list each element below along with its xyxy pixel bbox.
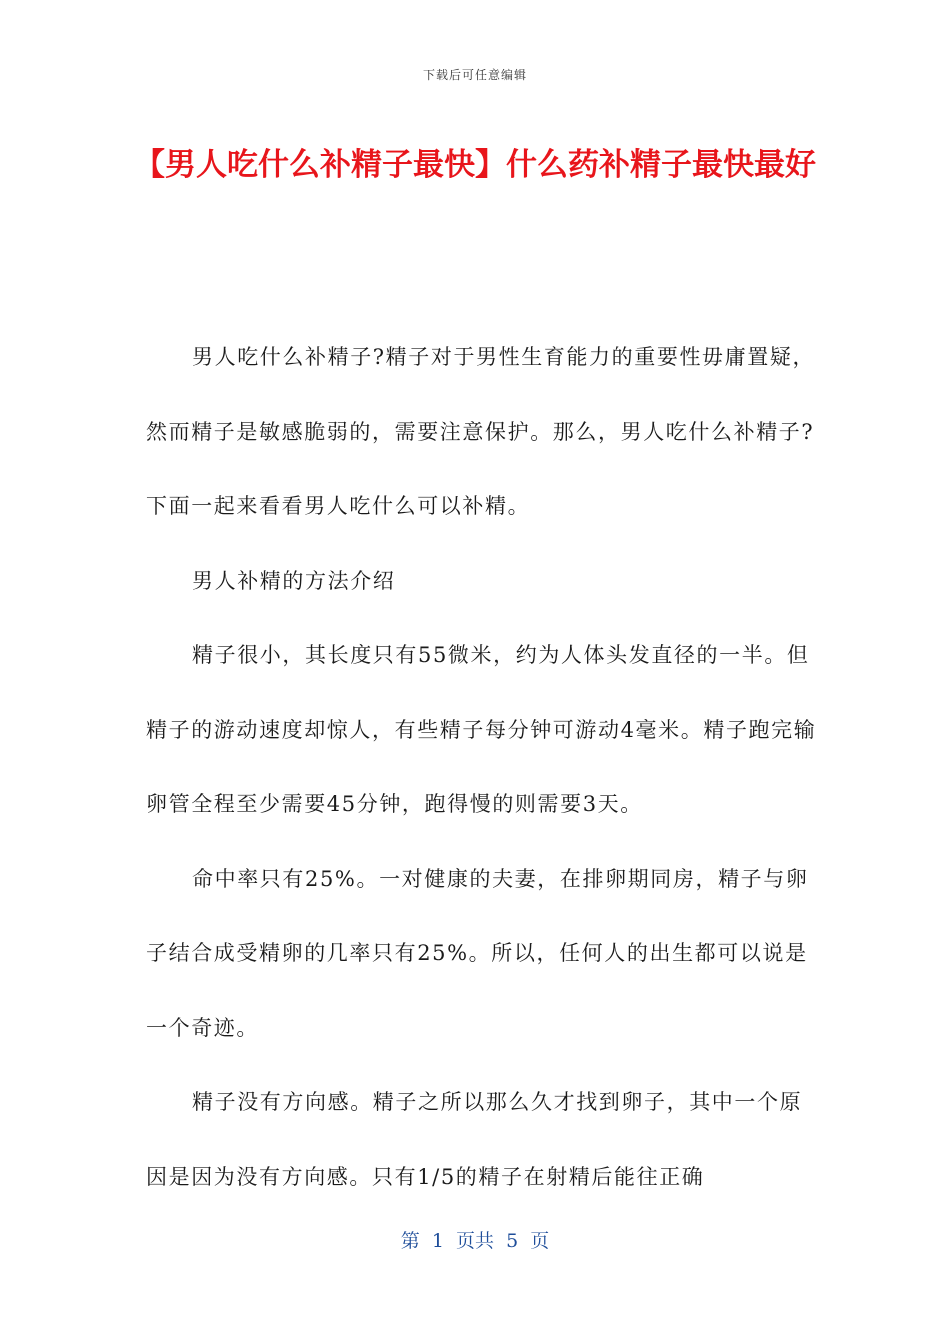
paragraph-hit-rate: 命中率只有25%。一对健康的夫妻，在排卵期同房，精子与卵子结合成受精卵的几率只有25%。所以，任何人的出生都可以说是一个奇迹。 xyxy=(146,866,809,1040)
paragraph-intro: 男人吃什么补精子?精子对于男性生育能力的重要性毋庸置疑，然而精子是敏感脆弱的，需要注意保护。那么，男人吃什么补精子?下面一起来看看男人吃什么可以补精。 xyxy=(146,345,816,518)
paragraph-sperm-size: 精子很小，其长度只有55微米，约为人体头发直径的一半。但精子的游动速度却惊人，有些精子每分钟可游动4毫米。精子跑完输卵管全程至少需要45分钟，跑得慢的则需要3天。 xyxy=(146,643,817,816)
page-number-footer: 第 1 页共 5 页 xyxy=(400,1230,550,1252)
paragraph-direction: 精子没有方向感。精子之所以那么久才找到卵子，其中一个原因是因为没有方向感。只有1/5的精子在射精后能往正确 xyxy=(146,1090,803,1189)
header-note: 下载后可任意编辑 xyxy=(422,68,527,82)
document-body xyxy=(146,320,822,1214)
paragraph-subheading: 男人补精的方法介绍 xyxy=(192,568,396,593)
document-title: 【男人吃什么补精子最快】什么药补精子最快最好 xyxy=(134,147,816,183)
